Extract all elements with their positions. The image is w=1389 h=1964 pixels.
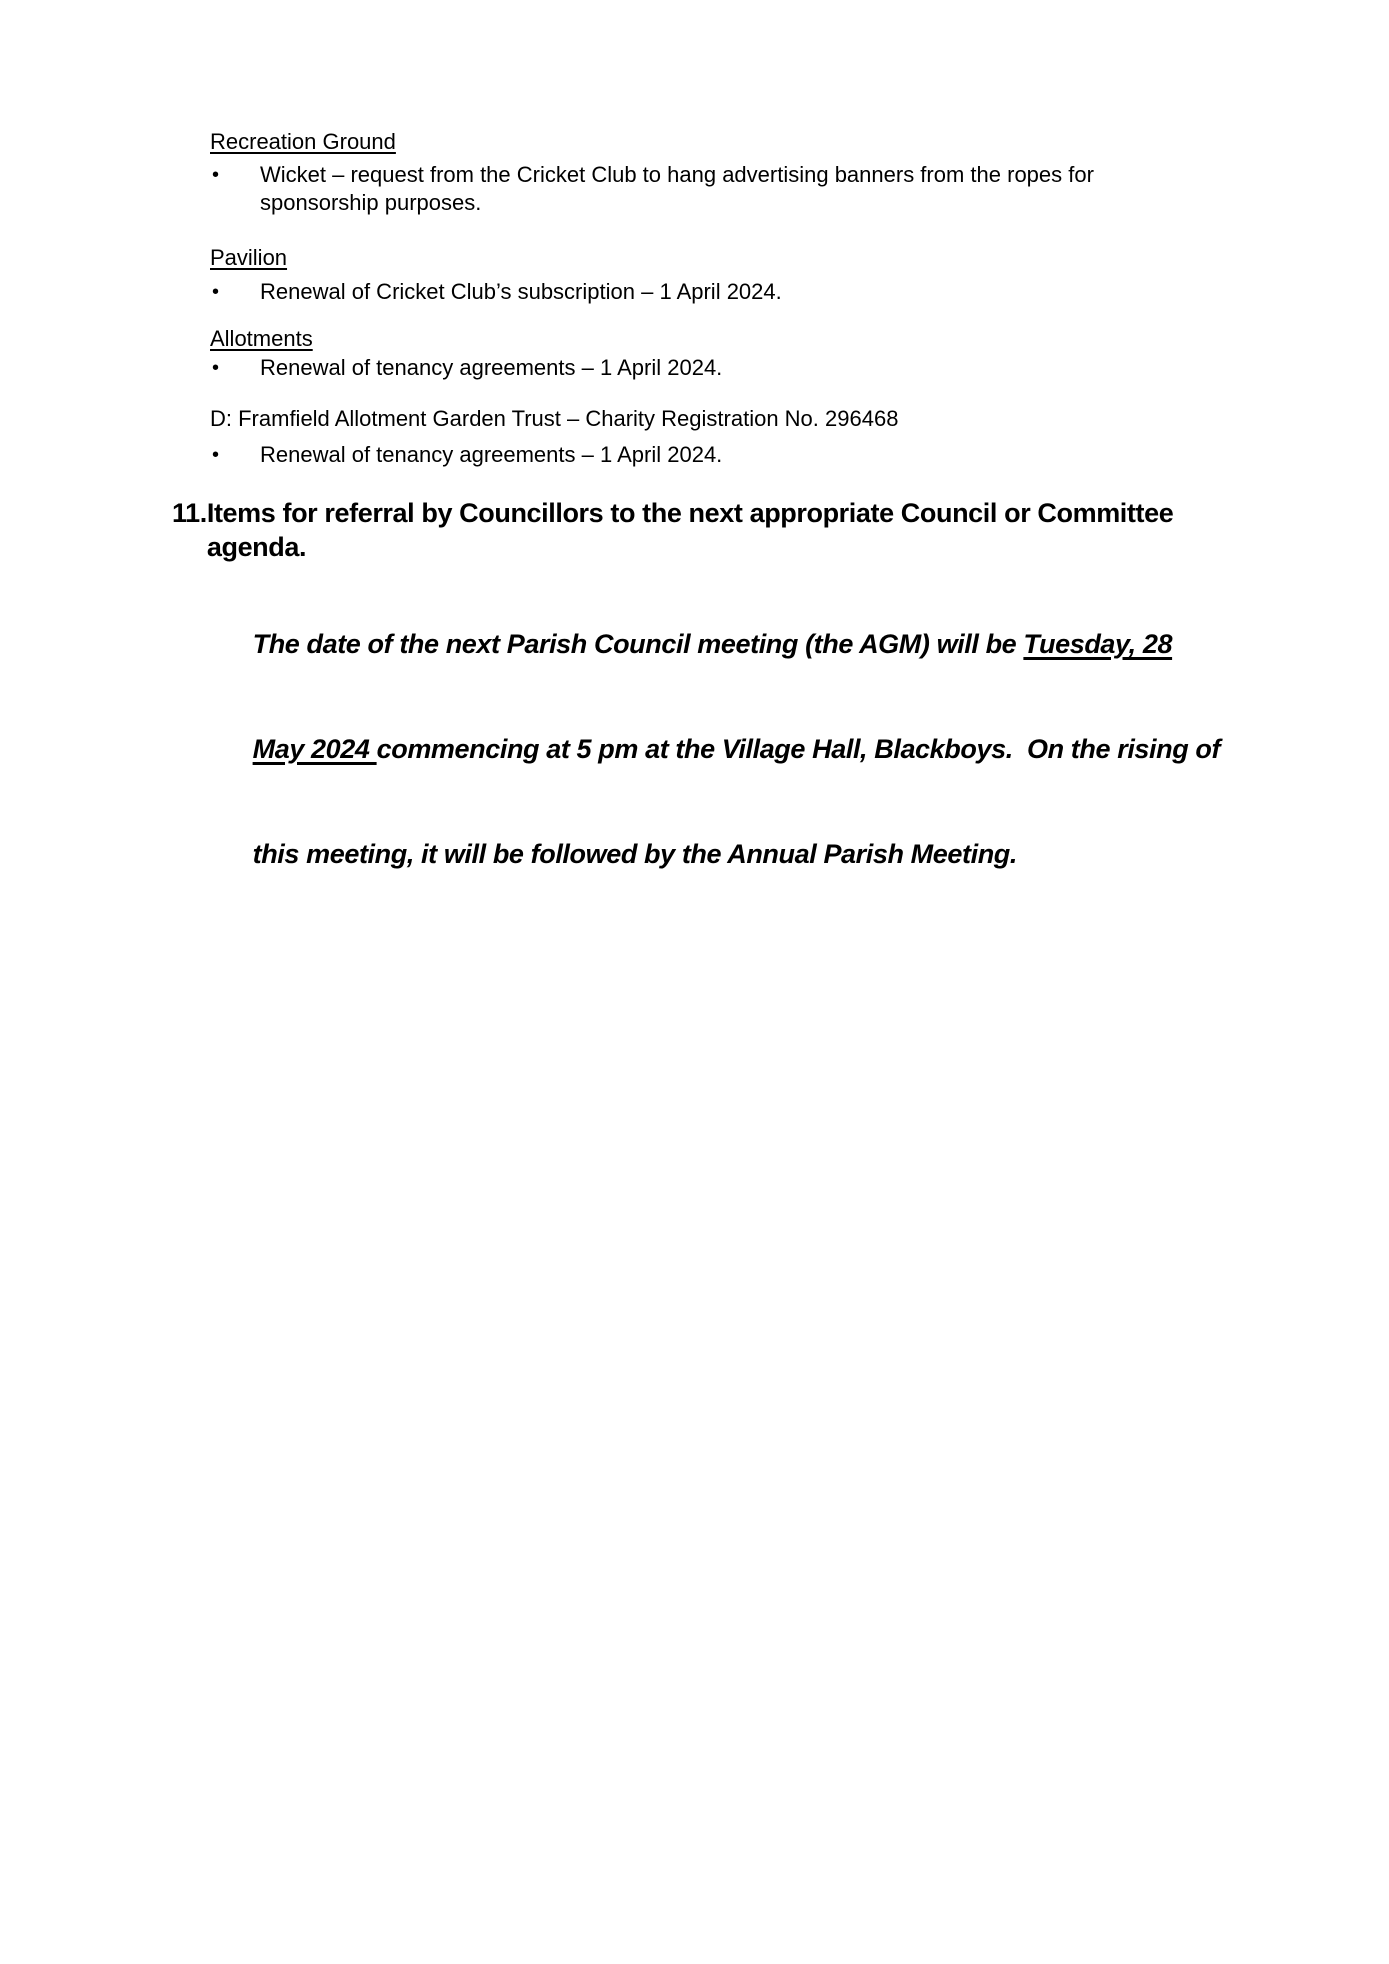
bullet-item-tenancy-renewal-1 [212,354,722,382]
charity-registration-line: D: Framfield Allotment Garden Trust – Charity Registration No. 296468 [210,406,899,431]
section-heading-pavilion: Pavilion [210,245,288,270]
section-heading-recreation-ground: Recreation Ground [210,129,396,154]
bullet-line: Wicket – request from the Cricket Club to hang advertising banners from the ropes for [260,162,1094,187]
paragraph-text: The date of the next Parish Council meeting (the AGM) will be [252,629,1024,659]
paragraph-line [210,697,1220,802]
bullet-icon: • [212,357,220,379]
section-heading-allotments: Allotments [210,326,313,351]
bullet-line: Renewal of tenancy agreements – 1 April 2024. [260,355,723,380]
paragraph-line [210,592,1220,697]
bullet-text [260,441,722,469]
bullet-line: Renewal of Cricket Club’s subscription – 1 April 2024. [260,279,782,304]
bullet-icon: • [212,444,220,466]
paragraph-line [210,802,1220,907]
heading-line: agenda. [206,532,307,562]
bullet-icon: • [212,164,220,186]
bullet-item-wicket [212,161,1094,217]
bullet-item-tenancy-renewal-2 [212,441,722,469]
agenda-item-title [207,496,1173,564]
heading-line: Items for referral by Councillors to the next appropriate Council or Committee [206,498,1174,528]
bullet-text [260,161,1094,217]
bullet-item-cricket-subscription [212,278,782,306]
paragraph-text: commencing at 5 pm at the Village Hall, Blackboys. On the rising of [376,734,1221,764]
bullet-text [260,278,782,306]
underlined-date-part: Tuesday, 28 [1023,629,1173,659]
paragraph-text: this meeting, it will be followed by the Annual Parish Meeting. [252,839,1017,869]
bullet-line: sponsorship purposes. [260,190,482,215]
bullet-text [260,354,722,382]
agenda-item-11-heading [172,496,1173,564]
underlined-date-part: May 2024 [252,734,377,764]
bullet-line: Renewal of tenancy agreements – 1 April 2024. [260,442,723,467]
agenda-item-number: 11. [172,498,207,528]
bullet-icon: • [212,281,220,303]
next-meeting-paragraph [210,592,1220,907]
